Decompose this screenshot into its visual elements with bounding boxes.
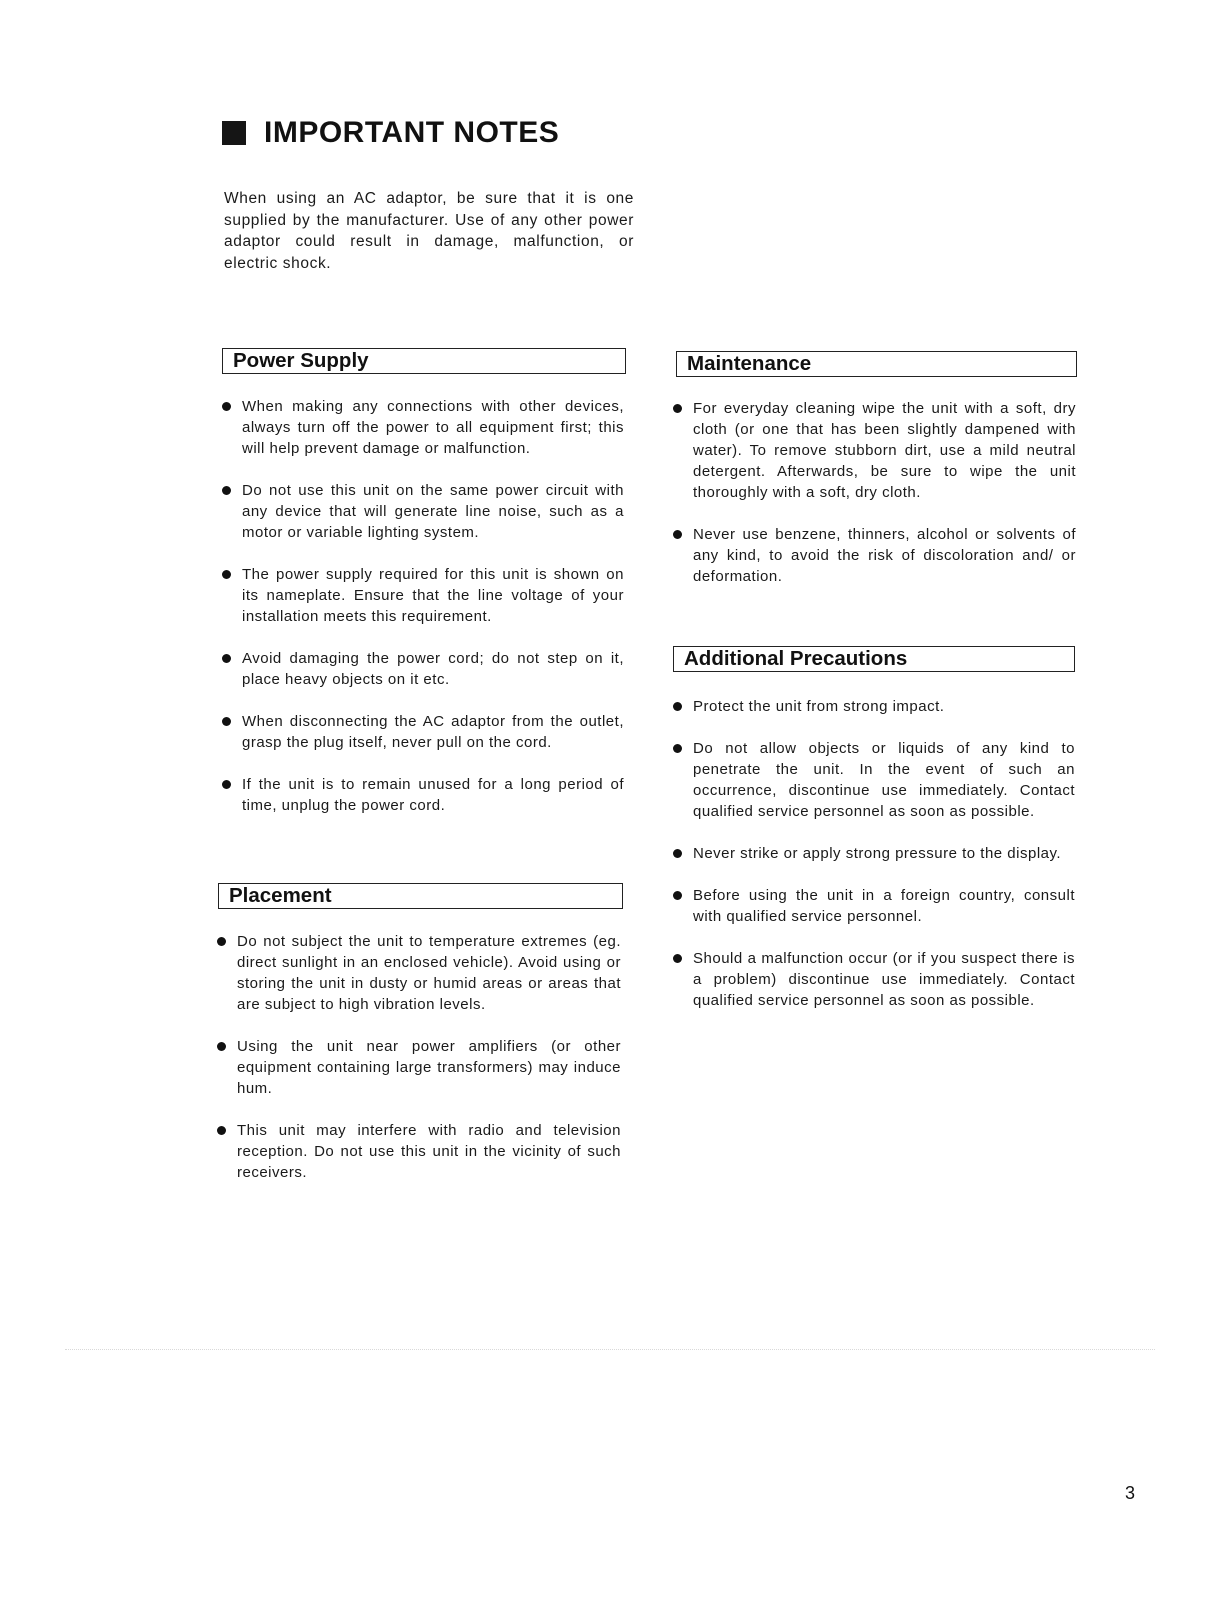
maintenance-list	[673, 398, 1076, 608]
bullet-icon	[673, 954, 682, 963]
bullet-icon	[222, 402, 231, 411]
list-item: Using the unit near power amplifiers (or other equipment containing large transformers) may induce hum.	[217, 1036, 621, 1099]
list-item: The power supply required for this unit is shown on its nameplate. Ensure that the line voltage of your installation meets this requirement.	[222, 564, 624, 627]
list-item: Never use benzene, thinners, alcohol or solvents of any kind, to avoid the risk of discoloration and/ or deformation.	[673, 524, 1076, 587]
bullet-icon	[222, 717, 231, 726]
list-item: Should a malfunction occur (or if you suspect there is a problem) discontinue use immediately. Contact qualified service personnel as soon as possible.	[673, 948, 1075, 1011]
scan-artifact-divider	[65, 1349, 1155, 1350]
bullet-icon	[673, 891, 682, 900]
section-heading-placement: Placement	[218, 883, 623, 909]
bullet-icon	[217, 1042, 226, 1051]
list-item: Before using the unit in a foreign country, consult with qualified service personnel.	[673, 885, 1075, 927]
bullet-icon	[673, 530, 682, 539]
list-item: If the unit is to remain unused for a long period of time, unplug the power cord.	[222, 774, 624, 816]
bullet-icon	[673, 404, 682, 413]
list-item: Protect the unit from strong impact.	[673, 696, 1075, 717]
placement-list	[217, 931, 621, 1204]
list-item: Avoid damaging the power cord; do not step on it, place heavy objects on it etc.	[222, 648, 624, 690]
list-item: When making any connections with other devices, always turn off the power to all equipment first; this will help prevent damage or malfunction.	[222, 396, 624, 459]
bullet-icon	[673, 702, 682, 711]
list-item: When disconnecting the AC adaptor from the outlet, grasp the plug itself, never pull on the cord.	[222, 711, 624, 753]
bullet-icon	[673, 744, 682, 753]
section-heading-maintenance: Maintenance	[676, 351, 1077, 377]
list-item: For everyday cleaning wipe the unit with a soft, dry cloth (or one that has been slightly dampened with water). To remove stubborn dirt, use a mild neutral detergent. Afterwards, be sure to wipe the unit thoroughly with a soft, dry cloth.	[673, 398, 1076, 503]
bullet-icon	[217, 937, 226, 946]
page-number: 3	[1125, 1483, 1136, 1503]
list-item: Do not allow objects or liquids of any kind to penetrate the unit. In the event of such an occurrence, discontinue use immediately. Contact qualified service personnel as soon as possible.	[673, 738, 1075, 822]
power-supply-list	[222, 396, 624, 837]
section-heading-additional-precautions: Additional Precautions	[673, 646, 1075, 672]
intro-paragraph: When using an AC adaptor, be sure that it is one supplied by the manufacturer. Use of any other power adaptor could result in damage, malfunction, or electric shock.	[224, 190, 634, 272]
bullet-icon	[222, 780, 231, 789]
square-bullet-icon	[222, 121, 246, 145]
bullet-icon	[222, 570, 231, 579]
list-item: Never strike or apply strong pressure to the display.	[673, 843, 1075, 864]
bullet-icon	[222, 486, 231, 495]
list-item: This unit may interfere with radio and television reception. Do not use this unit in the vicinity of such receivers.	[217, 1120, 621, 1183]
section-heading-power-supply: Power Supply	[222, 348, 626, 374]
title-row	[222, 116, 559, 150]
bullet-icon	[217, 1126, 226, 1135]
additional-precautions-list	[673, 696, 1075, 1032]
list-item: Do not subject the unit to temperature extremes (eg. direct sunlight in an enclosed vehicle). Avoid using or storing the unit in dusty or humid areas or areas that are subject to high vibration levels.	[217, 931, 621, 1015]
page-title: IMPORTANT NOTES	[264, 116, 560, 149]
bullet-icon	[222, 654, 231, 663]
bullet-icon	[673, 849, 682, 858]
list-item: Do not use this unit on the same power circuit with any device that will generate line noise, such as a motor or variable lighting system.	[222, 480, 624, 543]
